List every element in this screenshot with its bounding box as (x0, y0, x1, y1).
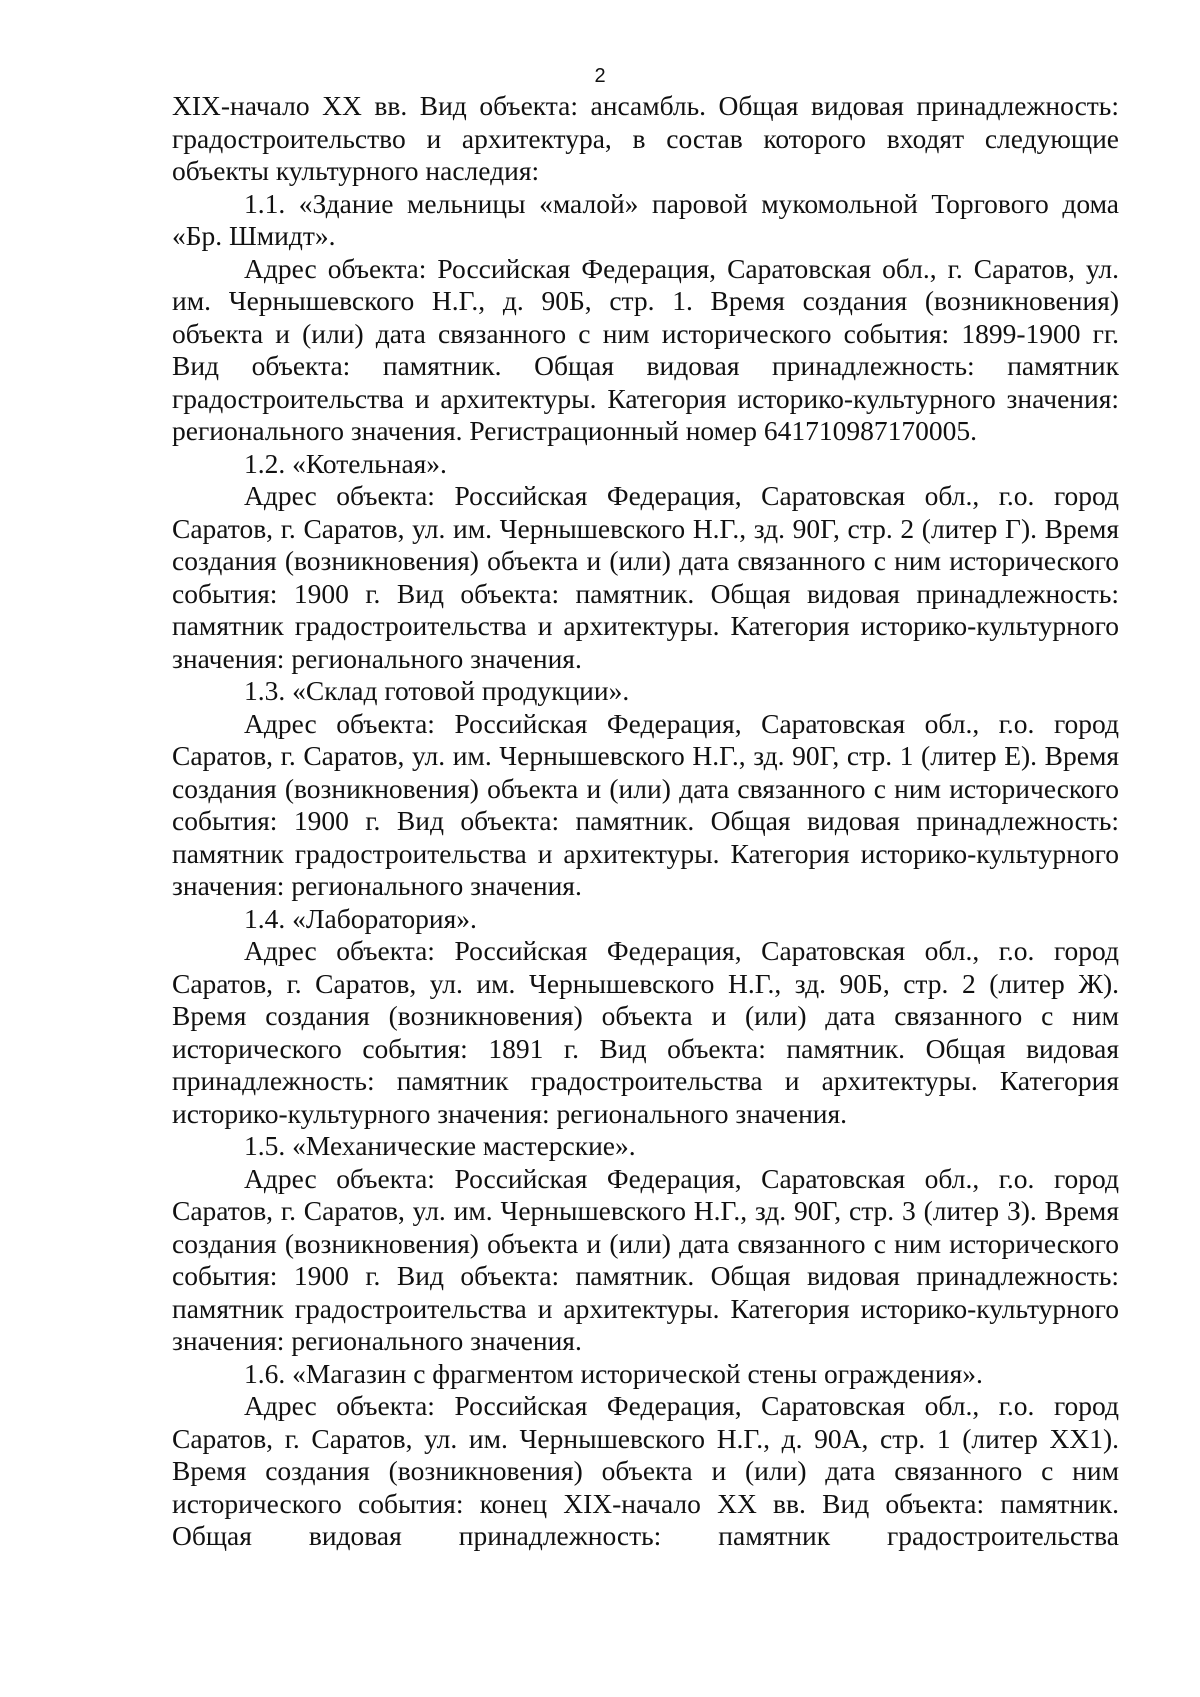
paragraph-ensemble-description: XIX-начало XX вв. Вид объекта: ансамбль. Общая видовая принадлежность: градостроительство и архитектура, в состав которого входят следующие объекты культурного наследия: (172, 90, 1119, 186)
item-1-6-details: Адрес объекта: Российская Федерация, Саратовская обл., г.о. город Саратов, г. Саратов, ул. им. Чернышевского Н.Г., д. 90А, стр. 1 (литер ХХ1). Время создания (возникновения) объекта и (или) дата связанного с ним исторического события: конец XIX-начало XX вв. Вид объекта: памятник. Общая видовая принадлежность: памятник градостроительства (172, 1390, 1119, 1551)
item-1-3-title: 1.3. «Склад готовой продукции». (244, 675, 630, 706)
item-1-5-title: 1.5. «Механические мастерские». (244, 1130, 636, 1161)
document-body (172, 90, 1119, 1553)
item-1-4-details: Адрес объекта: Российская Федерация, Саратовская обл., г.о. город Саратов, г. Саратов, ул. им. Чернышевского Н.Г., зд. 90Б, стр. 2 (литер Ж). Время создания (возникновения) объекта и (или) дата связанного с ним исторического события: 1891 г. Вид объекта: памятник. Общая видовая принадлежность: памятник градостроительства и архитектуры. Категория историко-культурного значения: регионального значения. (172, 935, 1119, 1129)
item-1-2-details: Адрес объекта: Российская Федерация, Саратовская обл., г.о. город Саратов, г. Саратов, ул. им. Чернышевского Н.Г., зд. 90Г, стр. 2 (литер Г). Время создания (возникновения) объекта и (или) дата связанного с ним исторического события: 1900 г. Вид объекта: памятник. Общая видовая принадлежность: памятник градостроительства и архитектуры. Категория историко-культурного значения: регионального значения. (172, 480, 1119, 674)
item-1-4-title: 1.4. «Лаборатория». (244, 902, 477, 934)
item-1-3-details: Адрес объекта: Российская Федерация, Саратовская обл., г.о. город Саратов, г. Саратов, ул. им. Чернышевского Н.Г., зд. 90Г, стр. 1 (литер Е). Время создания (возникновения) объекта и (или) дата связанного с ним исторического события: 1900 г. Вид объекта: памятник. Общая видовая принадлежность: памятник градостроительства и архитектуры. Категория историко-культурного значения: регионального значения. (172, 707, 1119, 901)
item-1-5-details: Адрес объекта: Российская Федерация, Саратовская обл., г.о. город Саратов, г. Саратов, ул. им. Чернышевского Н.Г., зд. 90Г, стр. 3 (литер З). Время создания (возникновения) объекта и (или) дата связанного с ним исторического события: 1900 г. Вид объекта: памятник. Общая видовая принадлежность: памятник градостроительства и архитектуры. Категория историко-культурного значения: регионального значения. (172, 1162, 1119, 1356)
item-1-6-title: 1.6. «Магазин с фрагментом исторической стены ограждения». (244, 1357, 983, 1389)
item-1-1-title: 1.1. «Здание мельницы «малой» паровой мукомольной Торгового дома «Бр. Шмидт». (172, 187, 1119, 251)
item-1-1-details: Адрес объекта: Российская Федерация, Саратовская обл., г. Саратов, ул. им. Чернышевского Н.Г., д. 90Б, стр. 1. Время создания (возникновения) объекта и (или) дата связанного с ним исторического события: 1899-1900 гг. Вид объекта: памятник. Общая видовая принадлежность: памятник градостроительства и архитектуры. Категория историко-культурного значения: регионального значения. Регистрационный номер 641710987170005. (172, 252, 1119, 446)
item-1-2-title: 1.2. «Котельная». (244, 447, 447, 479)
page-number: 2 (594, 65, 606, 87)
